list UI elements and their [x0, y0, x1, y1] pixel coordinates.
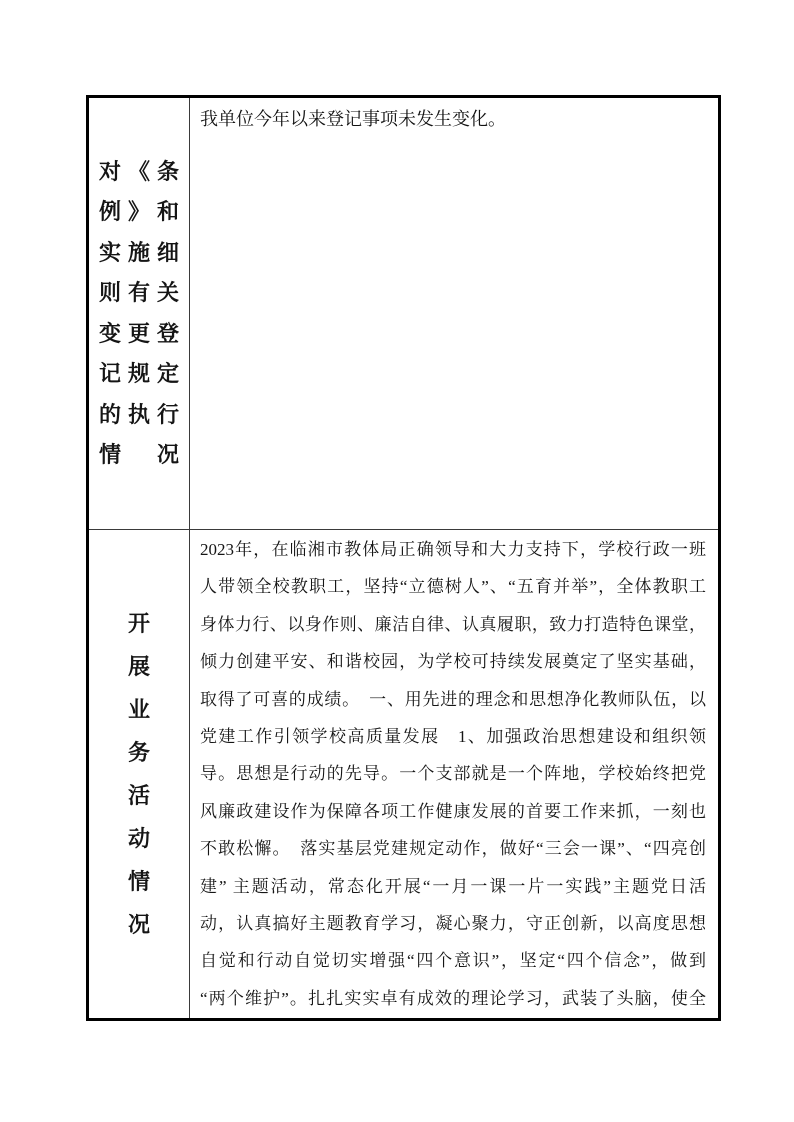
row1-label-cell	[89, 98, 190, 530]
row2-content-line: 人带领全校教职工，坚持“立德树人”、“五育并举”，全体教职工	[200, 577, 706, 597]
row1-content-cell	[190, 98, 718, 530]
row2-content-line: “两个维护”。扎扎实实卓有成效的理论学习，武装了头脑，使全	[200, 988, 706, 1008]
row2-content-line: 不敢松懈。 落实基层党建规定动作，做好“三会一课”、“四亮创	[200, 839, 706, 859]
row1-label-line: 的执行	[99, 401, 179, 427]
row2-content-line: 身体力行、以身作则、廉洁自律、认真履职，致力打造特色课堂，	[200, 614, 706, 634]
row2-content-line: 2023年，在临湘市教体局正确领导和大力支持下，学校行政一班	[200, 540, 706, 559]
row2-label-char: 活	[127, 783, 150, 808]
row1-label-line: 实施细	[99, 239, 179, 265]
row2-content-line: 自觉和行动自觉切实增强“四个意识”，坚定“四个信念”，做到	[200, 951, 706, 971]
row1-label-line: 例》和	[99, 199, 179, 224]
row1-label-line: 对《条	[99, 158, 179, 184]
row2-content-line: 动，认真搞好主题教育学习，凝心聚力，守正创新，以高度思想	[200, 914, 706, 934]
row2-content-line: 取得了可喜的成绩。 一、用先进的理念和思想净化教师队伍，以	[200, 689, 706, 709]
row2-label-char: 展	[127, 654, 150, 679]
row2-label-char: 况	[127, 912, 150, 937]
report-table	[86, 95, 721, 1021]
row2-label-char: 开	[127, 611, 150, 636]
row2-label-cell	[89, 530, 190, 1018]
row2-content-cell	[190, 530, 718, 1018]
row2-content-line: 倾力创建平安、和谐校园，为学校可持续发展奠定了坚实基础，	[200, 652, 706, 672]
row2-label-char: 情	[127, 869, 150, 894]
row1-label-line: 则有关	[99, 280, 179, 305]
row2-label-char: 务	[127, 740, 150, 765]
row2-content-line: 风廉政建设作为保障各项工作健康发展的首要工作来抓，一刻也	[200, 801, 706, 821]
row1-label-line: 记规定	[99, 361, 179, 386]
row2-content-line: 党建工作引领学校高质量发展 1、加强政治思想建设和组织领	[200, 727, 706, 747]
row2-label-char: 动	[127, 826, 150, 851]
row2-content-line: 建” 主题活动，常态化开展“一月一课一片一实践”主题党日活	[200, 876, 706, 896]
row2-content-line: 导。思想是行动的先导。一个支部就是一个阵地，学校始终把党	[200, 764, 706, 784]
row1-label-line: 情 况	[99, 442, 179, 467]
row2-label-char: 业	[127, 697, 150, 722]
row1-label-line: 变更登	[99, 320, 179, 346]
row1-content-text: 我单位今年以来登记事项未发生变化。	[200, 109, 506, 129]
